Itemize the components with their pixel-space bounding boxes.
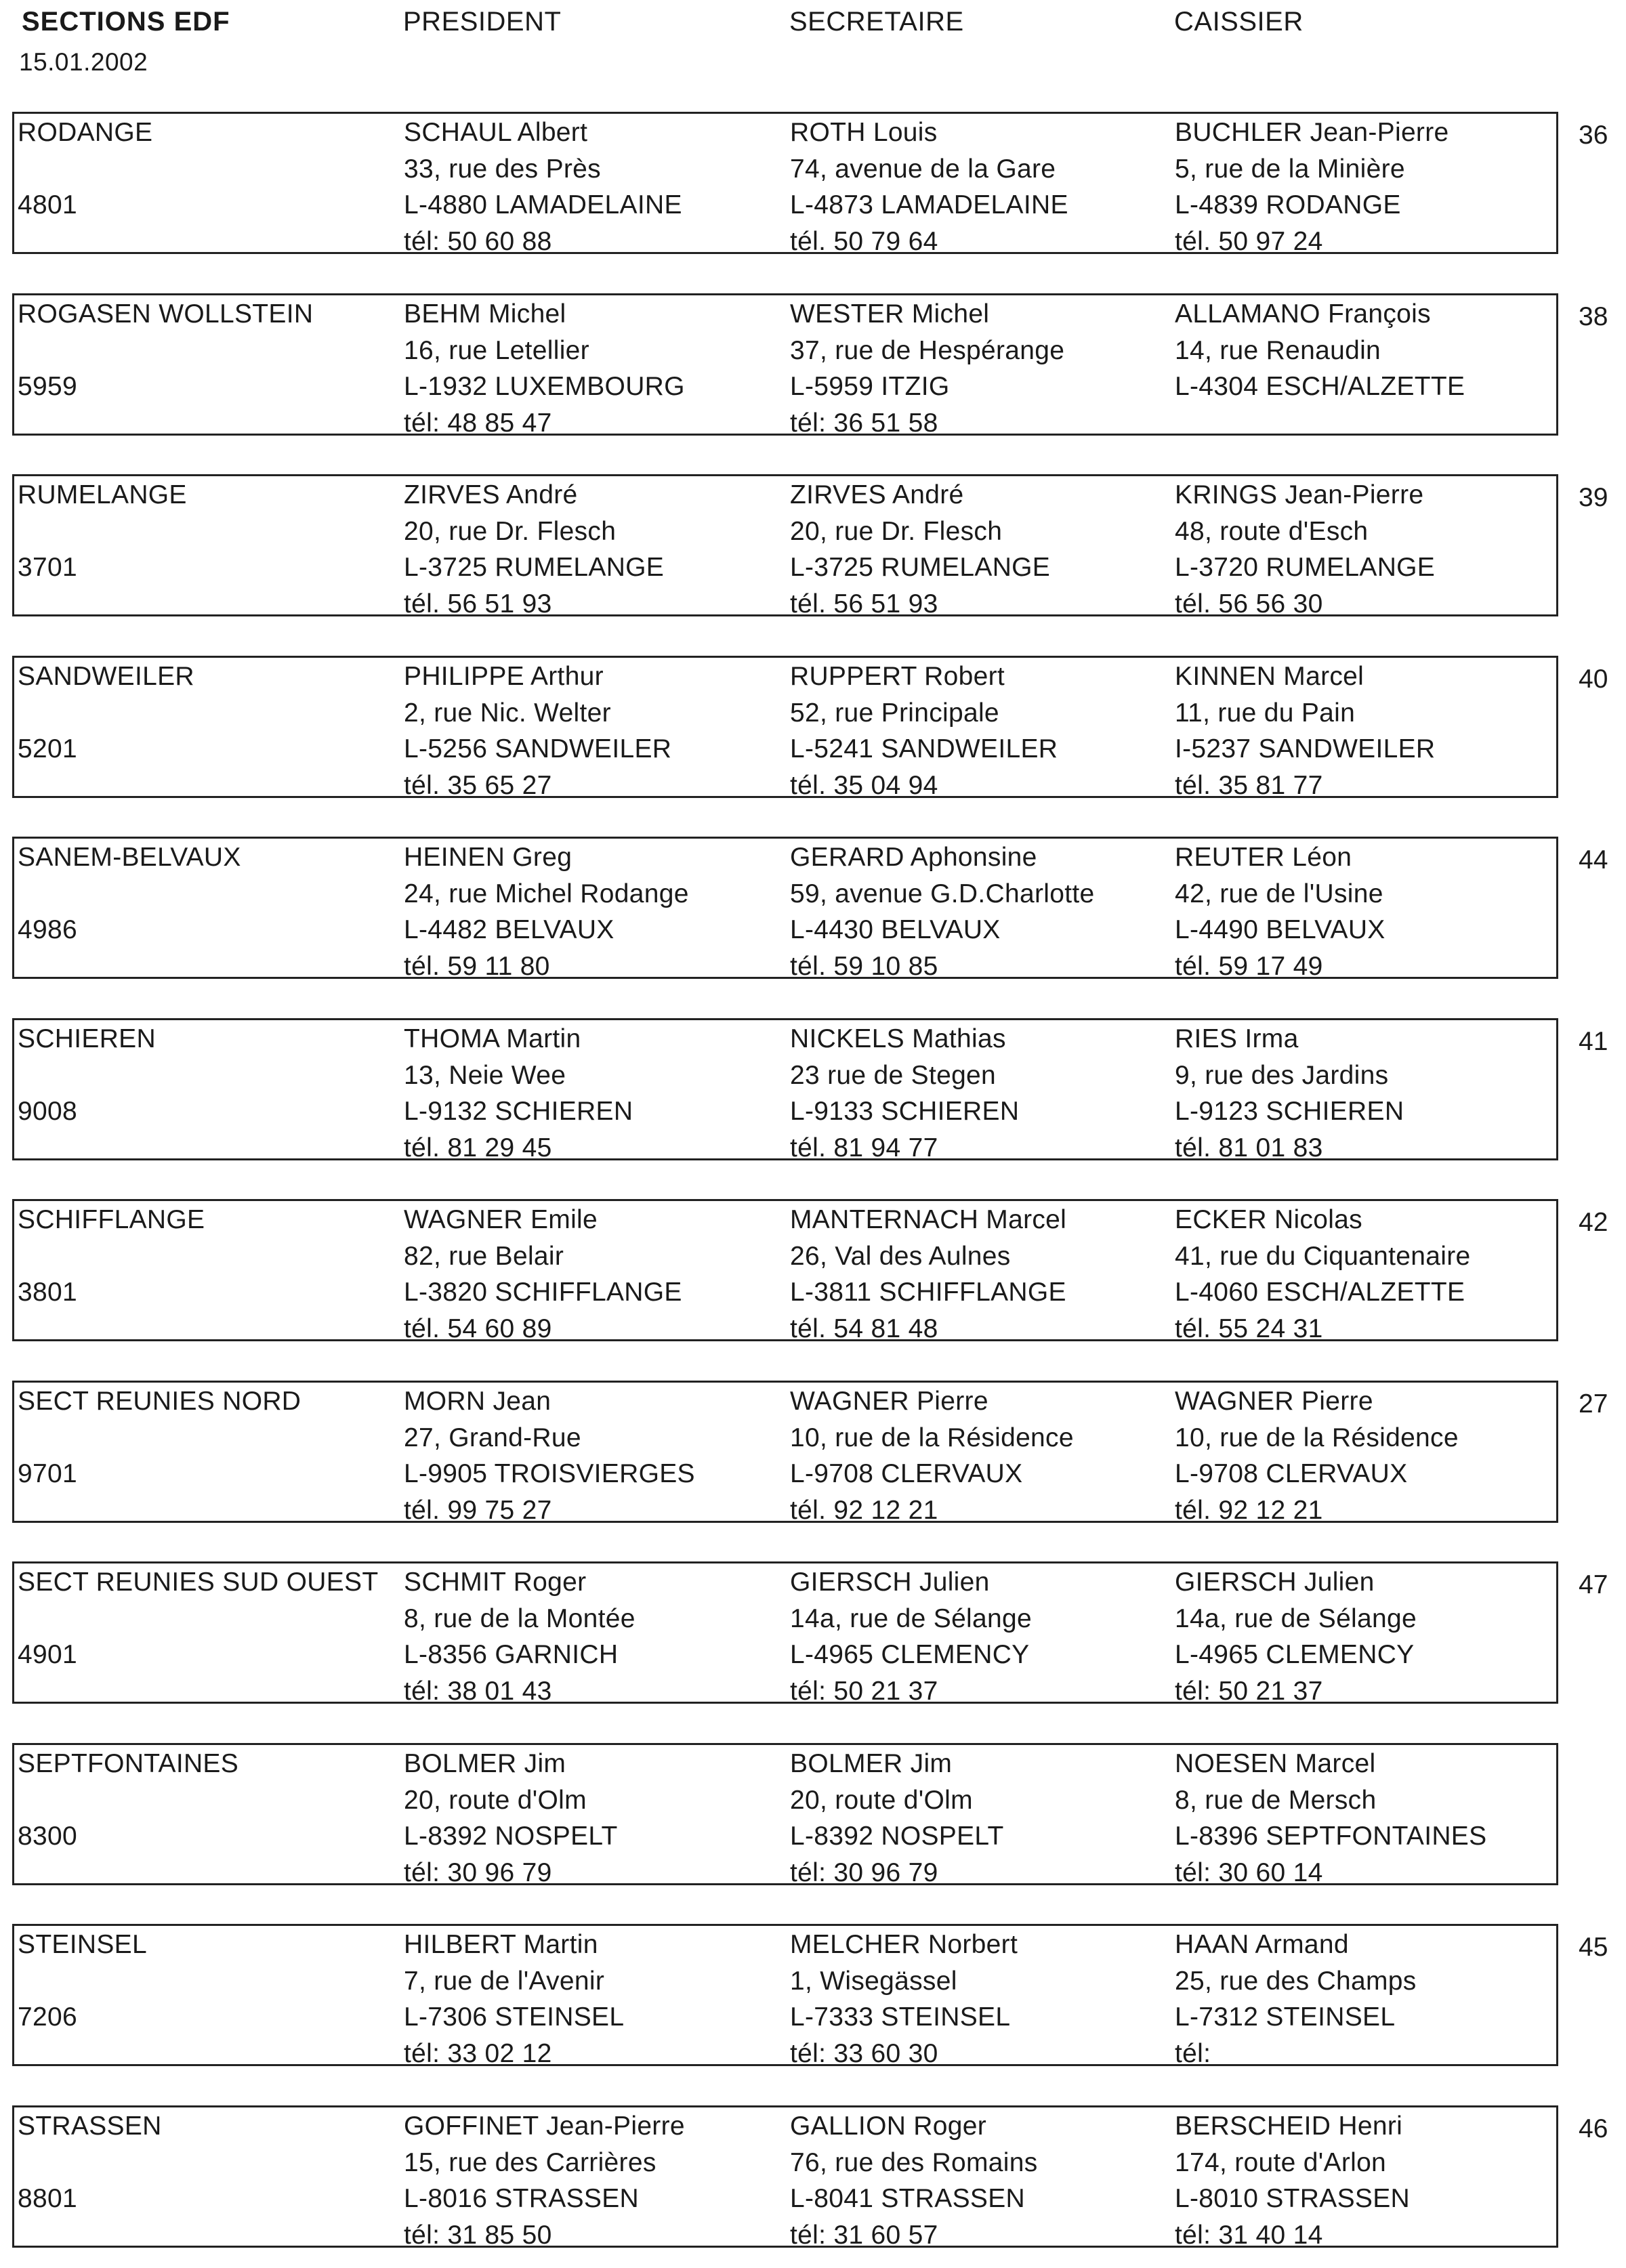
secretaire-contact-city: L-5959 ITZIG	[790, 372, 950, 401]
secretaire-contact-street: 14a, rue de Sélange	[790, 1603, 1032, 1633]
caissier-contact-city: L-4060 ESCH/ALZETTE	[1175, 1278, 1465, 1307]
caissier-contact-street: 9, rue des Jardins	[1175, 1060, 1389, 1090]
caissier-contact	[1175, 658, 1435, 803]
president-contact-street: 13, Neie Wee	[404, 1060, 566, 1090]
section-code: 8801	[18, 2184, 77, 2213]
column-header-caissier: CAISSIER	[1174, 7, 1304, 37]
section-code: 9701	[18, 1459, 77, 1488]
section-number: 46	[1579, 2114, 1608, 2143]
secretaire-contact-street: 23 rue de Stegen	[790, 1060, 997, 1090]
president-contact-street: 33, rue des Près	[404, 154, 601, 184]
caissier-contact	[1175, 114, 1449, 259]
president-contact-street: 7, rue de l'Avenir	[404, 1966, 605, 1996]
caissier-contact	[1175, 1564, 1417, 1709]
secretaire-contact	[790, 296, 1064, 441]
caissier-contact-phone: tél. 59 17 49	[1175, 951, 1323, 981]
section-number: 41	[1579, 1027, 1608, 1056]
secretaire-contact-name: ZIRVES André	[790, 480, 964, 509]
caissier-contact-street: 41, rue du Ciquantenaire	[1175, 1241, 1471, 1271]
section-code: 3801	[18, 1278, 77, 1307]
section-name: SANEM-BELVAUX	[18, 843, 241, 872]
caissier-contact-street: 25, rue des Champs	[1175, 1966, 1417, 1996]
secretaire-contact-city: L-7333 STEINSEL	[790, 2002, 1011, 2032]
secretaire-contact-street: 37, rue de Hespérange	[790, 335, 1065, 365]
caissier-contact-street: 42, rue de l'Usine	[1175, 879, 1383, 908]
secretaire-contact-phone: tél: 50 21 37	[790, 1676, 938, 1706]
president-contact-street: 20, route d'Olm	[404, 1785, 587, 1815]
president-contact	[404, 1202, 682, 1347]
secretaire-contact-phone: tél. 59 10 85	[790, 951, 938, 981]
caissier-contact	[1175, 296, 1465, 441]
section-name: SECT REUNIES SUD OUEST	[18, 1568, 379, 1597]
president-contact-city: L-5256 SANDWEILER	[404, 734, 672, 763]
president-contact-name: BEHM Michel	[404, 299, 566, 329]
secretaire-contact	[790, 839, 1094, 984]
president-contact	[404, 839, 689, 984]
caissier-contact-phone: tél. 55 24 31	[1175, 1314, 1323, 1343]
secretaire-contact-phone: tél. 92 12 21	[790, 1495, 938, 1525]
section-number: 45	[1579, 1933, 1608, 1962]
secretaire-contact-city: L-4873 LAMADELAINE	[790, 190, 1068, 219]
secretaire-contact-phone: tél. 54 81 48	[790, 1314, 938, 1343]
president-contact-name: GOFFINET Jean-Pierre	[404, 2112, 685, 2141]
caissier-contact-phone: tél. 50 97 24	[1175, 226, 1323, 256]
section-code: 4801	[18, 190, 77, 219]
caissier-contact-phone: tél: 31 40 14	[1175, 2220, 1323, 2250]
section-name: STEINSEL	[18, 1930, 147, 1959]
president-contact-name: SCHAUL Albert	[404, 118, 588, 147]
section-number: 40	[1579, 665, 1608, 694]
secretaire-contact-name: GIERSCH Julien	[790, 1568, 990, 1597]
president-contact-street: 82, rue Belair	[404, 1241, 564, 1271]
president-contact-city: L-9132 SCHIEREN	[404, 1097, 633, 1126]
secretaire-contact-name: ROTH Louis	[790, 118, 938, 147]
caissier-contact-city: L-8396 SEPTFONTAINES	[1175, 1822, 1487, 1851]
caissier-contact-name: HAAN Armand	[1175, 1930, 1349, 1959]
president-contact-street: 8, rue de la Montée	[404, 1603, 635, 1633]
president-contact-phone: tél. 54 60 89	[404, 1314, 552, 1343]
secretaire-contact-city: L-8041 STRASSEN	[790, 2184, 1025, 2213]
secretaire-contact-street: 26, Val des Aulnes	[790, 1241, 1011, 1271]
section-entry	[12, 1199, 1608, 1343]
section-number: 44	[1579, 845, 1608, 875]
section-entry	[12, 1018, 1608, 1162]
secretaire-contact-phone: tél. 56 51 93	[790, 589, 938, 618]
section-code: 4986	[18, 915, 77, 944]
section-entry	[12, 2105, 1608, 2250]
caissier-contact-city: L-4965 CLEMENCY	[1175, 1640, 1415, 1669]
caissier-contact-phone: tél. 81 01 83	[1175, 1133, 1323, 1162]
secretaire-contact-street: 10, rue de la Résidence	[790, 1423, 1074, 1452]
president-contact-street: 27, Grand-Rue	[404, 1423, 581, 1452]
caissier-contact-street: 14a, rue de Sélange	[1175, 1603, 1417, 1633]
secretaire-contact-name: RUPPERT Robert	[790, 662, 1005, 691]
section-entry	[12, 656, 1608, 800]
president-contact-name: WAGNER Emile	[404, 1205, 598, 1234]
president-contact-street: 2, rue Nic. Welter	[404, 698, 611, 728]
section-number: 38	[1579, 302, 1608, 331]
section-code: 9008	[18, 1097, 77, 1126]
secretaire-contact	[790, 477, 1050, 622]
section-number: 47	[1579, 1570, 1608, 1599]
caissier-contact-phone: tél. 35 81 77	[1175, 770, 1323, 800]
section-entry	[12, 1381, 1608, 1525]
caissier-contact-name: ECKER Nicolas	[1175, 1205, 1362, 1234]
secretaire-contact-street: 59, avenue G.D.Charlotte	[790, 879, 1095, 908]
president-contact	[404, 1746, 618, 1891]
secretaire-contact-phone: tél. 50 79 64	[790, 226, 938, 256]
caissier-contact-name: KRINGS Jean-Pierre	[1175, 480, 1424, 509]
secretaire-contact-name: NICKELS Mathias	[790, 1024, 1006, 1053]
caissier-contact-phone: tél: 30 60 14	[1175, 1857, 1323, 1887]
president-contact-phone: tél: 38 01 43	[404, 1676, 552, 1706]
secretaire-contact	[790, 114, 1068, 259]
secretaire-contact-name: MELCHER Norbert	[790, 1930, 1018, 1959]
secretaire-contact-phone: tél: 36 51 58	[790, 408, 938, 438]
caissier-contact-name: BERSCHEID Henri	[1175, 2112, 1403, 2141]
section-entry	[12, 1743, 1558, 1885]
caissier-contact-name: GIERSCH Julien	[1175, 1568, 1375, 1597]
secretaire-contact-city: L-3725 RUMELANGE	[790, 553, 1051, 582]
president-contact-city: L-4482 BELVAUX	[404, 915, 614, 944]
president-contact-name: ZIRVES André	[404, 480, 578, 509]
caissier-contact	[1175, 1383, 1459, 1528]
president-contact-name: PHILIPPE Arthur	[404, 662, 604, 691]
caissier-contact-name: BUCHLER Jean-Pierre	[1175, 118, 1449, 147]
secretaire-contact-street: 52, rue Principale	[790, 698, 999, 728]
secretaire-contact-street: 1, Wisegässel	[790, 1966, 957, 1996]
section-number: 42	[1579, 1208, 1608, 1237]
caissier-contact-phone: tél: 50 21 37	[1175, 1676, 1323, 1706]
caissier-contact	[1175, 1202, 1471, 1347]
caissier-contact-city: L-9708 CLERVAUX	[1175, 1459, 1408, 1488]
president-contact-phone: tél: 50 60 88	[404, 226, 552, 256]
secretaire-contact-phone: tél. 81 94 77	[790, 1133, 938, 1162]
president-contact-street: 15, rue des Carrières	[404, 2147, 656, 2177]
document-date: 15.01.2002	[19, 48, 148, 76]
section-code: 5959	[18, 372, 77, 401]
president-contact	[404, 1564, 635, 1709]
caissier-contact-street: 10, rue de la Résidence	[1175, 1423, 1459, 1452]
caissier-contact-street: 14, rue Renaudin	[1175, 335, 1381, 365]
president-contact-phone: tél: 31 85 50	[404, 2220, 552, 2250]
section-code: 3701	[18, 553, 77, 582]
secretaire-contact	[790, 658, 1058, 803]
section-name: SCHIEREN	[18, 1024, 156, 1053]
caissier-contact-city: L-7312 STEINSEL	[1175, 2002, 1396, 2032]
caissier-contact-name: KINNEN Marcel	[1175, 662, 1364, 691]
caissier-contact-street: 174, route d'Arlon	[1175, 2147, 1387, 2177]
caissier-contact-city: L-4304 ESCH/ALZETTE	[1175, 372, 1465, 401]
column-header-secretaire: SECRETAIRE	[789, 7, 964, 37]
caissier-contact-name: REUTER Léon	[1175, 843, 1352, 872]
caissier-contact	[1175, 477, 1435, 622]
secretaire-contact-city: L-8392 NOSPELT	[790, 1822, 1004, 1851]
president-contact	[404, 114, 682, 259]
president-contact	[404, 1383, 695, 1528]
section-name: SEPTFONTAINES	[18, 1749, 239, 1778]
section-entry	[12, 112, 1608, 256]
secretaire-contact-street: 76, rue des Romains	[790, 2147, 1038, 2177]
caissier-contact-phone: tél:	[1175, 2038, 1211, 2068]
section-name: ROGASEN WOLLSTEIN	[18, 299, 314, 329]
secretaire-contact	[790, 1383, 1074, 1528]
president-contact-phone: tél. 59 11 80	[404, 951, 550, 981]
caissier-contact-city: I-5237 SANDWEILER	[1175, 734, 1436, 763]
section-name: RUMELANGE	[18, 480, 187, 509]
secretaire-contact-city: L-9708 CLERVAUX	[790, 1459, 1023, 1488]
column-header-president: PRESIDENT	[403, 7, 562, 37]
section-code: 5201	[18, 734, 77, 763]
section-code: 8300	[18, 1822, 77, 1851]
secretaire-contact-name: WAGNER Pierre	[790, 1387, 988, 1416]
caissier-contact-street: 8, rue de Mersch	[1175, 1785, 1377, 1815]
section-name: SCHIFFLANGE	[18, 1205, 205, 1234]
secretaire-contact-city: L-4430 BELVAUX	[790, 915, 1001, 944]
president-contact-street: 20, rue Dr. Flesch	[404, 516, 617, 546]
secretaire-contact	[790, 1021, 1019, 1166]
secretaire-contact-phone: tél. 35 04 94	[790, 770, 938, 800]
section-code: 4901	[18, 1640, 77, 1669]
caissier-contact	[1175, 2108, 1410, 2253]
caissier-contact-street: 5, rue de la Minière	[1175, 154, 1405, 184]
section-code: 7206	[18, 2002, 77, 2032]
president-contact	[404, 296, 685, 441]
caissier-contact-name: NOESEN Marcel	[1175, 1749, 1376, 1778]
president-contact	[404, 658, 671, 803]
president-contact-street: 16, rue Letellier	[404, 335, 589, 365]
president-contact-city: L-7306 STEINSEL	[404, 2002, 625, 2032]
president-contact-city: L-8392 NOSPELT	[404, 1822, 618, 1851]
caissier-contact-city: L-4490 BELVAUX	[1175, 915, 1385, 944]
secretaire-contact-city: L-3811 SCHIFFLANGE	[790, 1278, 1066, 1307]
president-contact-phone: tél. 99 75 27	[404, 1495, 552, 1525]
caissier-contact-name: RIES Irma	[1175, 1024, 1299, 1053]
secretaire-contact-name: GALLION Roger	[790, 2112, 987, 2141]
president-contact	[404, 1927, 624, 2072]
section-entry	[12, 293, 1608, 438]
president-contact-name: MORN Jean	[404, 1387, 551, 1416]
secretaire-contact-name: MANTERNACH Marcel	[790, 1205, 1067, 1234]
president-contact-name: BOLMER Jim	[404, 1749, 566, 1778]
section-number: 27	[1579, 1389, 1608, 1419]
caissier-contact	[1175, 839, 1385, 984]
secretaire-contact-phone: tél: 30 96 79	[790, 1857, 938, 1887]
secretaire-contact	[790, 1746, 1004, 1891]
president-contact-city: L-1932 LUXEMBOURG	[404, 372, 685, 401]
caissier-contact-city: L-3720 RUMELANGE	[1175, 553, 1436, 582]
section-name: STRASSEN	[18, 2112, 162, 2141]
document-title: SECTIONS EDF	[22, 7, 230, 37]
president-contact-city: L-8356 GARNICH	[404, 1640, 619, 1669]
president-contact	[404, 1021, 633, 1166]
caissier-contact	[1175, 1927, 1417, 2072]
president-contact-name: HILBERT Martin	[404, 1930, 598, 1959]
section-entry	[12, 837, 1608, 981]
president-contact-name: SCHMIT Roger	[404, 1568, 587, 1597]
caissier-contact	[1175, 1746, 1486, 1891]
caissier-contact-city: L-9123 SCHIEREN	[1175, 1097, 1404, 1126]
section-name: RODANGE	[18, 118, 153, 147]
president-contact-phone: tél: 48 85 47	[404, 408, 552, 438]
section-name: SANDWEILER	[18, 662, 194, 691]
secretaire-contact-phone: tél: 31 60 57	[790, 2220, 938, 2250]
caissier-contact-phone: tél. 56 56 30	[1175, 589, 1323, 618]
caissier-contact-phone: tél. 92 12 21	[1175, 1495, 1323, 1525]
section-entry	[12, 1924, 1608, 2068]
president-contact-name: HEINEN Greg	[404, 843, 572, 872]
president-contact-phone: tél: 30 96 79	[404, 1857, 552, 1887]
caissier-contact-name: ALLAMANO François	[1175, 299, 1431, 329]
caissier-contact	[1175, 1021, 1404, 1166]
president-contact-phone: tél. 35 65 27	[404, 770, 552, 800]
president-contact-city: L-9905 TROISVIERGES	[404, 1459, 695, 1488]
president-contact-city: L-8016 STRASSEN	[404, 2184, 639, 2213]
president-contact-city: L-4880 LAMADELAINE	[404, 190, 682, 219]
caissier-contact-city: L-4839 RODANGE	[1175, 190, 1401, 219]
president-contact	[404, 2108, 685, 2253]
secretaire-contact-city: L-5241 SANDWEILER	[790, 734, 1058, 763]
secretaire-contact-city: L-4965 CLEMENCY	[790, 1640, 1030, 1669]
section-number: 39	[1579, 483, 1608, 512]
president-contact-city: L-3820 SCHIFFLANGE	[404, 1278, 682, 1307]
caissier-contact-street: 48, route d'Esch	[1175, 516, 1369, 546]
president-contact-city: L-3725 RUMELANGE	[404, 553, 665, 582]
secretaire-contact-street: 74, avenue de la Gare	[790, 154, 1056, 184]
secretaire-contact-street: 20, rue Dr. Flesch	[790, 516, 1003, 546]
secretaire-contact	[790, 1202, 1066, 1347]
president-contact-phone: tél. 56 51 93	[404, 589, 552, 618]
section-entry	[12, 1561, 1608, 1706]
president-contact-phone: tél: 33 02 12	[404, 2038, 552, 2068]
caissier-contact-street: 11, rue du Pain	[1175, 698, 1356, 728]
president-contact	[404, 477, 664, 622]
section-number: 36	[1579, 121, 1608, 150]
secretaire-contact-name: WESTER Michel	[790, 299, 990, 329]
caissier-contact-name: WAGNER Pierre	[1175, 1387, 1373, 1416]
secretaire-contact-name: BOLMER Jim	[790, 1749, 953, 1778]
secretaire-contact-street: 20, route d'Olm	[790, 1785, 973, 1815]
president-contact-street: 24, rue Michel Rodange	[404, 879, 689, 908]
secretaire-contact-phone: tél: 33 60 30	[790, 2038, 938, 2068]
secretaire-contact-name: GERARD Aphonsine	[790, 843, 1037, 872]
section-entry	[12, 474, 1608, 618]
president-contact-name: THOMA Martin	[404, 1024, 581, 1053]
caissier-contact-phone	[1175, 405, 1465, 442]
secretaire-contact	[790, 1927, 1018, 2072]
section-name: SECT REUNIES NORD	[18, 1387, 301, 1416]
caissier-contact-city: L-8010 STRASSEN	[1175, 2184, 1410, 2213]
secretaire-contact-city: L-9133 SCHIEREN	[790, 1097, 1020, 1126]
secretaire-contact	[790, 1564, 1032, 1709]
secretaire-contact	[790, 2108, 1038, 2253]
president-contact-phone: tél. 81 29 45	[404, 1133, 552, 1162]
